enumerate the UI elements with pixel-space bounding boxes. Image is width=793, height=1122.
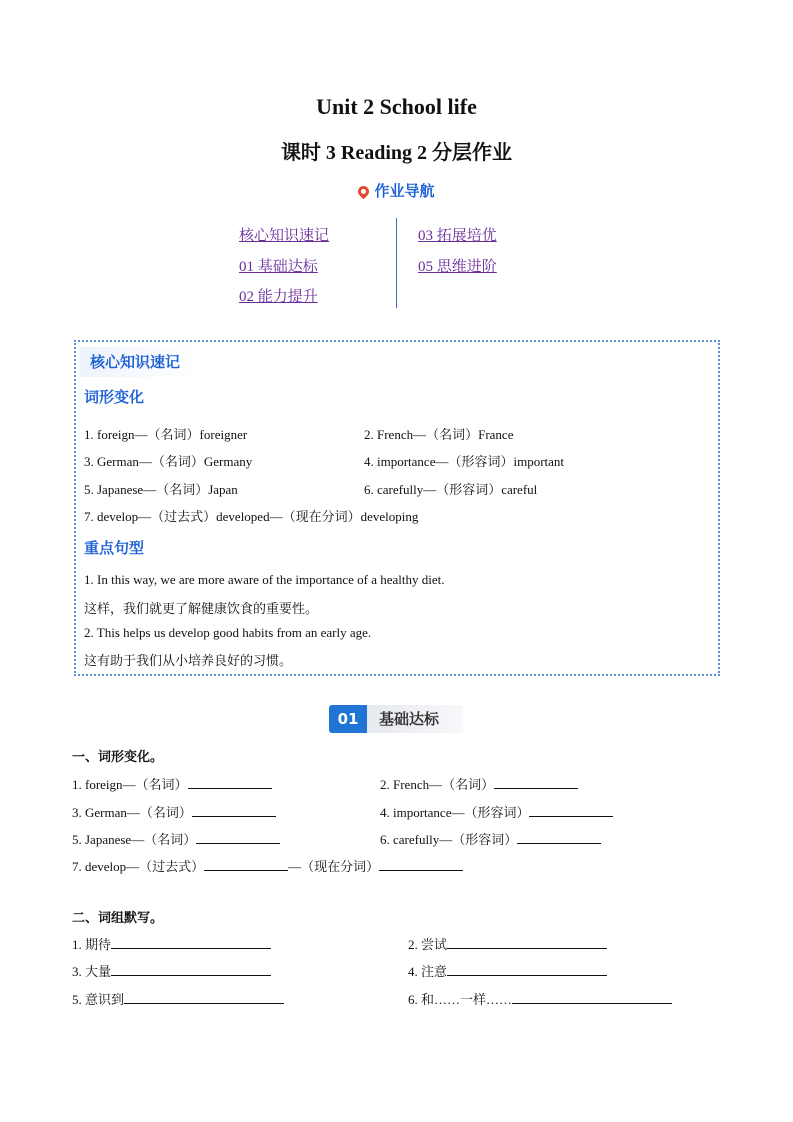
exercise-item <box>72 774 272 793</box>
exercise-prompt: 7. develop—（过去式） <box>72 859 205 874</box>
exercise-prompt: 4. importance—（形容词） <box>380 805 530 820</box>
nav-link-extension[interactable]: 03 拓展培优 <box>418 228 497 244</box>
exercise-item <box>72 856 463 875</box>
answer-blank[interactable] <box>529 804 613 817</box>
answer-blank[interactable] <box>111 936 271 949</box>
level-badge-label: 基础达标 <box>367 705 463 733</box>
answer-blank[interactable] <box>447 936 607 949</box>
answer-blank[interactable] <box>447 963 607 976</box>
exercise-item <box>72 802 276 821</box>
nav-link-basic[interactable]: 01 基础达标 <box>239 259 318 275</box>
nav-heading-label: 作业导航 <box>374 182 435 200</box>
exercise-item <box>408 989 672 1008</box>
sentence-english: 2. This helps us develop good habits from an early age. <box>84 625 372 640</box>
word-form-item: 1. foreign—（名词）foreigner <box>84 427 248 442</box>
word-form-item: 3. German—（名词）Germany <box>84 454 253 469</box>
nav-link-thinking[interactable]: 05 思维进阶 <box>418 259 497 275</box>
exercise-item <box>72 961 271 980</box>
part1-heading: 一、词形变化。 <box>72 750 164 765</box>
exercise-prompt: 5. 意识到 <box>72 992 125 1007</box>
exercise-prompt: 1. foreign—（名词） <box>72 777 188 792</box>
part2-heading: 二、词组默写。 <box>72 911 164 926</box>
answer-blank[interactable] <box>188 776 272 789</box>
answer-blank[interactable] <box>517 831 601 844</box>
word-form-item: 5. Japanese—（名词）Japan <box>84 482 238 497</box>
exercise-item <box>72 989 284 1008</box>
sentence-english: 1. In this way, we are more aware of the importance of a healthy diet. <box>84 572 445 587</box>
word-form-item: 2. French—（名词）France <box>364 427 514 442</box>
word-form-item: 4. importance—（形容词）important <box>364 454 565 469</box>
exercise-item <box>380 829 601 848</box>
key-sentences-heading: 重点句型 <box>84 539 145 557</box>
word-form-item: 6. carefully—（形容词）careful <box>364 482 538 497</box>
answer-blank[interactable] <box>111 963 271 976</box>
sentence-chinese: 这样，我们就更了解健康饮食的重要性。 <box>84 601 319 616</box>
exercise-prompt: 1. 期待 <box>72 937 112 952</box>
answer-blank[interactable] <box>379 858 463 871</box>
sentence-chinese: 这有助于我们从小培养良好的习惯。 <box>84 653 293 668</box>
answer-blank[interactable] <box>192 804 276 817</box>
level-badge <box>329 705 463 733</box>
exercise-item <box>72 829 280 848</box>
location-pin-icon <box>356 184 372 200</box>
exercise-prompt: 6. 和……一样…… <box>408 992 513 1007</box>
answer-blank[interactable] <box>124 991 284 1004</box>
answer-blank[interactable] <box>512 991 672 1004</box>
exercise-prompt: —（现在分词） <box>288 859 380 874</box>
word-form-item: 7. develop—（过去式）developed—（现在分词）developing <box>84 509 419 524</box>
core-knowledge-tag: 核心知识速记 <box>80 347 198 377</box>
level-badge-number: 01 <box>329 705 367 733</box>
exercise-prompt: 5. Japanese—（名词） <box>72 832 197 847</box>
answer-blank[interactable] <box>196 831 280 844</box>
page-title: Unit 2 School life <box>316 94 477 119</box>
exercise-prompt: 2. French—（名词） <box>380 777 495 792</box>
exercise-item <box>408 934 607 953</box>
nav-link-core-knowledge[interactable]: 核心知识速记 <box>239 228 330 244</box>
nav-divider <box>396 218 397 308</box>
exercise-prompt: 3. German—（名词） <box>72 805 192 820</box>
exercise-item <box>72 934 271 953</box>
exercise-prompt: 3. 大量 <box>72 964 112 979</box>
page-subtitle: 课时 3 Reading 2 分层作业 <box>280 142 513 164</box>
exercise-item <box>380 774 578 793</box>
exercise-prompt: 2. 尝试 <box>408 937 448 952</box>
exercise-item <box>408 961 607 980</box>
exercise-prompt: 4. 注意 <box>408 964 448 979</box>
word-forms-heading: 词形变化 <box>84 388 145 406</box>
exercise-item <box>380 802 613 821</box>
homework-nav-heading <box>0 180 793 201</box>
answer-blank[interactable] <box>494 776 578 789</box>
nav-link-ability[interactable]: 02 能力提升 <box>239 289 318 305</box>
exercise-prompt: 6. carefully—（形容词） <box>380 832 518 847</box>
answer-blank[interactable] <box>204 858 288 871</box>
